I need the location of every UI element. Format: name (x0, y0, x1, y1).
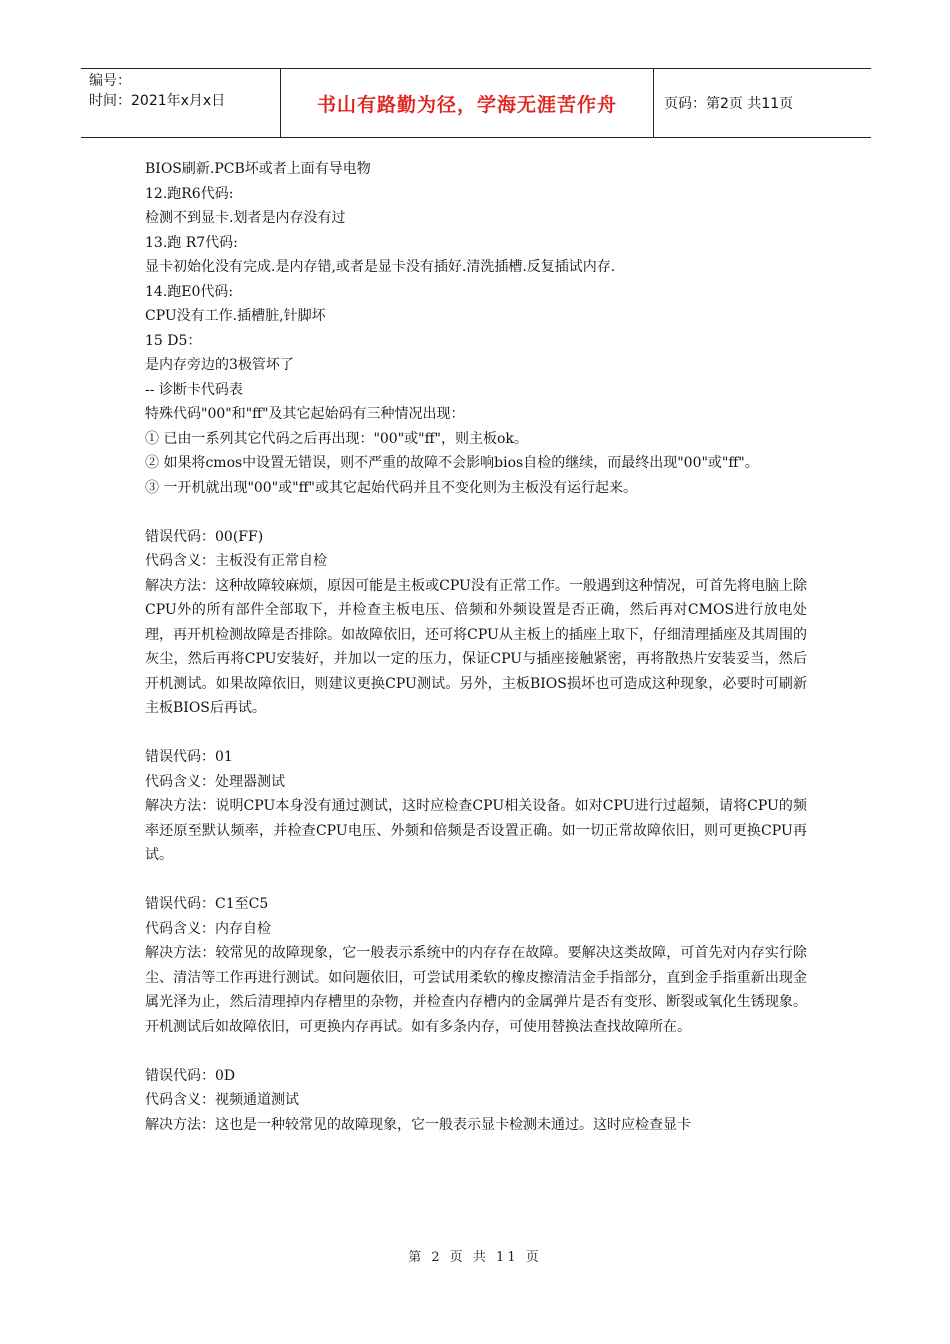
body-paragraph: 错误代码：0D (145, 1067, 236, 1084)
blank-line (145, 721, 807, 746)
document-number-label: 编号： (89, 73, 131, 89)
body-paragraph: 解决方法：这也是一种较常见的故障现象，它一般表示显卡检测未通过。这时应检查显卡 (145, 1116, 691, 1133)
body-paragraph: 13.跑 R7代码: (145, 234, 238, 251)
header-info-cell (81, 69, 281, 137)
body-paragraph: ① 已由一系列其它代码之后再出现："00"或"ff"，则主板ok。 (145, 430, 528, 447)
body-paragraph: 解决方法：较常见的故障现象，它一般表示系统中的内存存在故障。要解决这类故障，可首先对内存实行除尘、清洁等工作再进行测试。如问题依旧，可尝试用柔软的橡皮擦清洁金手指部分，直到金手指重新出现金属光泽为止，然后清理掉内存槽里的杂物，并检查内存槽内的金属弹片是否有变形、断裂或氧化生锈现象。开机测试后如故障依旧，可更换内存再试。如有多条内存，可使用替换法查找故障所在。 (145, 945, 807, 1035)
blank-line (145, 868, 807, 893)
blank-line (145, 500, 807, 525)
header-motto-cell (281, 69, 654, 137)
body-paragraph: 错误代码：00(FF) (145, 528, 264, 545)
header-page-cell (654, 69, 871, 137)
body-paragraph: 解决方法：说明CPU本身没有通过测试，这时应检查CPU相关设备。如对CPU进行过超频，请将CPU的频率还原至默认频率，并检查CPU电压、外频和倍频是否设置正确。如一切正常故障依旧，则可更换CPU再试。 (145, 798, 807, 863)
body-paragraph: 解决方法：这种故障较麻烦，原因可能是主板或CPU没有正常工作。一般遇到这种情况，可首先将电脑上除CPU外的所有部件全部取下，并检查主板电压、倍频和外频设置是否正确，然后再对CMOS进行放电处理，再开机检测故障是否排除。如故障依旧，还可将CPU从主板上的插座上取下，仔细清理插座及其周围的灰尘，然后再将CPU安装好，并加以一定的压力，保证CPU与插座接触紧密，再将散热片安装妥当，然后开机测试。如果故障依旧，则建议更换CPU测试。另外，主板BIOS损坏也可造成这种现象，必要时可刷新主板BIOS后再试。 (145, 577, 807, 716)
body-paragraph: ② 如果将cmos中设置无错误，则不严重的故障不会影响bios自检的继续，而最终出现"00"或"ff"。 (145, 455, 759, 471)
body-paragraph: 错误代码：C1至C5 (145, 896, 269, 912)
body-paragraph: 12.跑R6代码: (145, 185, 234, 202)
body-paragraph: 显卡初始化没有完成.是内存错,或者是显卡没有插好.清洗插槽.反复插试内存. (145, 259, 616, 275)
body-paragraph: 代码含义：内存自检 (145, 920, 271, 937)
body-paragraph: 是内存旁边的3极管坏了 (145, 357, 294, 373)
blank-line (145, 1039, 807, 1064)
page-header (81, 68, 871, 138)
body-paragraph: 15 D5： (145, 332, 202, 349)
body-paragraph: -- 诊断卡代码表 (145, 381, 243, 398)
body-paragraph: 14.跑E0代码: (145, 283, 234, 300)
body-paragraph: ③ 一开机就出现"00"或"ff"或其它起始代码并且不变化则为主板没有运行起来。 (145, 479, 637, 496)
motto-text: 书山有路勤为径，学海无涯苦作舟 (316, 93, 617, 116)
body-paragraph: BIOS刷新.PCB坏或者上面有导电物 (145, 161, 371, 177)
date-label: 时间：2021年x月x日 (89, 93, 226, 109)
page-footer: 第 2 页 共 11 页 (408, 1250, 542, 1265)
body-paragraph: 特殊代码"00"和"ff"及其它起始码有三种情况出现： (145, 406, 465, 422)
body-paragraph: 检测不到显卡.划者是内存没有过 (145, 210, 346, 226)
body-paragraph: 代码含义：主板没有正常自检 (145, 553, 327, 569)
page-number-label: 页码：第2页 共11页 (664, 96, 794, 112)
body-paragraph: CPU没有工作.插槽脏,针脚坏 (145, 308, 326, 324)
body-paragraph: 错误代码：01 (145, 749, 233, 765)
document-body (145, 157, 807, 1137)
body-paragraph: 代码含义：处理器测试 (145, 773, 285, 790)
body-paragraph: 代码含义：视频通道测试 (145, 1092, 299, 1108)
